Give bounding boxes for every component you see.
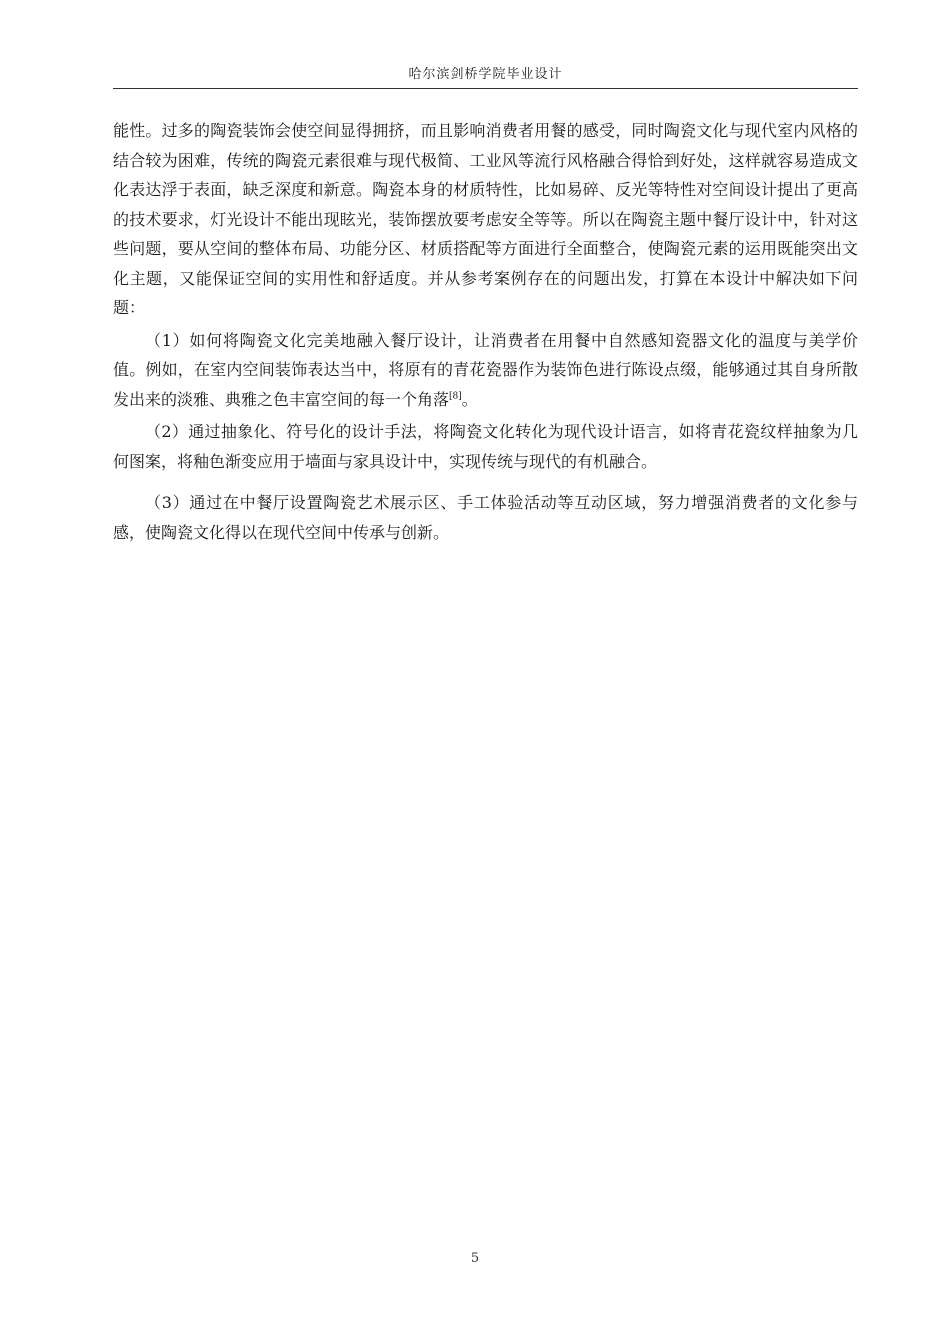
list-item-1-end: 。 bbox=[461, 389, 478, 409]
list-item-1-text: （1）如何将陶瓷文化完美地融入餐厅设计，让消费者在用餐中自然感知瓷器文化的温度与美学价值。例如，在室内空间装饰表达当中，将原有的青花瓷器作为装饰色进行陈设点缀，能够通过其自身所散发出来的淡雅、典雅之色丰富空间的每一个角落 bbox=[113, 330, 858, 409]
citation-marker: [8] bbox=[449, 391, 462, 402]
intro-paragraph: 能性。过多的陶瓷装饰会使空间显得拥挤，而且影响消费者用餐的感受，同时陶瓷文化与现代室内风格的结合较为困难，传统的陶瓷元素很难与现代极简、工业风等流行风格融合得恰到好处，这样就容易造成文化表达浮于表面，缺乏深度和新意。陶瓷本身的材质特性，比如易碎、反光等特性对空间设计提出了更高的技术要求，灯光设计不能出现眩光，装饰摆放要考虑安全等等。所以在陶瓷主题中餐厅设计中，针对这些问题，要从空间的整体布局、功能分区、材质搭配等方面进行全面整合，使陶瓷元素的运用既能突出文化主题，又能保证空间的实用性和舒适度。并从参考案例存在的问题出发，打算在本设计中解决如下问题： bbox=[113, 121, 858, 317]
header-divider bbox=[113, 88, 858, 89]
page-number: 5 bbox=[470, 1251, 480, 1266]
running-header: 哈尔滨剑桥学院毕业设计 bbox=[408, 67, 563, 82]
list-item-2: （2）通过抽象化、符号化的设计手法，将陶瓷文化转化为现代设计语言，如将青花瓷纹样抽象为几何图案，将釉色渐变应用于墙面与家具设计中，实现传统与现代的有机融合。 bbox=[113, 422, 858, 471]
document-body bbox=[113, 116, 858, 547]
list-item-1 bbox=[113, 326, 858, 415]
list-item-3: （3）通过在中餐厅设置陶瓷艺术展示区、手工体验活动等互动区域，努力增强消费者的文化参与感，使陶瓷文化得以在现代空间中传承与创新。 bbox=[113, 493, 858, 542]
